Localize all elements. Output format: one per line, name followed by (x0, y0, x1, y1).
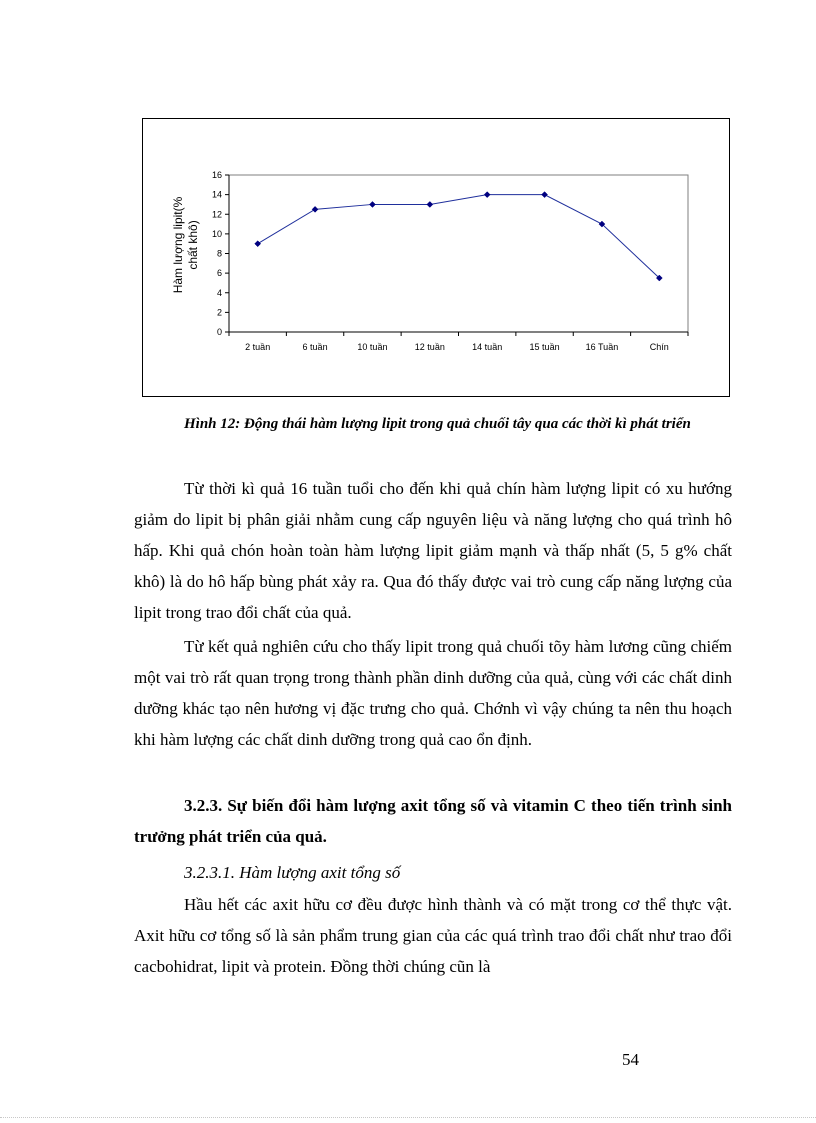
x-tick-label: 6 tuần (302, 342, 328, 352)
x-tick-label: 12 tuần (414, 342, 445, 352)
plot-area (229, 175, 688, 332)
y-axis-title (171, 196, 200, 293)
x-tick-label: 2 tuần (245, 342, 271, 352)
y-tick-label: 14 (211, 189, 222, 200)
y-tick-label: 16 (211, 170, 222, 180)
y-tick-label: 0 (216, 327, 222, 337)
x-tick-label: 15 tuần (529, 342, 560, 352)
figure-caption: Hình 12: Động thái hàm lượng lipit trong quả chuối tây qua các thời kì phát triển (184, 416, 691, 432)
subsection-heading: 3.2.3.1. Hàm lượng axit tổng số (184, 863, 401, 882)
lipid-line-chart (143, 119, 729, 396)
x-tick-label: 14 tuần (472, 342, 503, 352)
x-tick-label: Chín (649, 342, 669, 352)
x-tick-label: 16 Tuần (585, 342, 619, 352)
y-axis-title-line1: Hàm lượng lipit(% (171, 196, 185, 294)
y-tick-label: 8 (216, 248, 222, 259)
page-number: 54 (622, 1050, 639, 1069)
paragraph-organic-acids: Hầu hết các axit hữu cơ đều được hình thành và có mặt trong cơ thể thực vật. Axit hữu cơ tổng số là sản phẩm trung gian của các quá trình trao đổi chất như trao đổi cacbohidrat, lipit và protein. Đồng thời chúng cũn là (134, 895, 732, 976)
chart-frame (142, 118, 730, 397)
y-axis-title-line2: chất khô) (186, 220, 200, 270)
x-tick-label: 10 tuần (357, 342, 388, 352)
y-tick-label: 6 (216, 268, 222, 279)
paragraph-lipid-role: Từ kết quả nghiên cứu cho thấy lipit trong quả chuối tõy hàm lương cũng chiếm một vai trò rất quan trọng trong thành phần dinh dưỡng của quả, cùng với các chất dinh dưỡng khác tạo nên hương vị đặc trưng cho quả. Chớnh vì vậy chúng ta nên thu hoạch khi hàm lượng các chất dinh dưỡng trong quả cao ổn định. (134, 637, 732, 749)
paragraph-lipid-decline: Từ thời kì quả 16 tuần tuổi cho đến khi quả chín hàm lượng lipit có xu hướng giảm do lipit bị phân giải nhằm cung cấp nguyên liệu và năng lượng cho quá trình hô hấp. Khi quả chón hoàn toàn hàm lượng lipit giảm mạnh và thấp nhất (5, 5 g% chất khô) là do hô hấp bùng phát xảy ra. Qua đó thấy được vai trò cung cấp năng lượng của lipit trong trao đổi chất của quả. (134, 479, 732, 622)
y-tick-label: 10 (211, 228, 222, 239)
section-heading: 3.2.3. Sự biến đổi hàm lượng axit tổng số và vitamin C theo tiến trình sinh trưởng phát triển của quả. (134, 796, 732, 846)
y-tick-label: 2 (216, 307, 222, 318)
y-tick-label: 12 (211, 209, 222, 220)
footer-divider (0, 1117, 816, 1118)
y-tick-label: 4 (216, 287, 222, 298)
